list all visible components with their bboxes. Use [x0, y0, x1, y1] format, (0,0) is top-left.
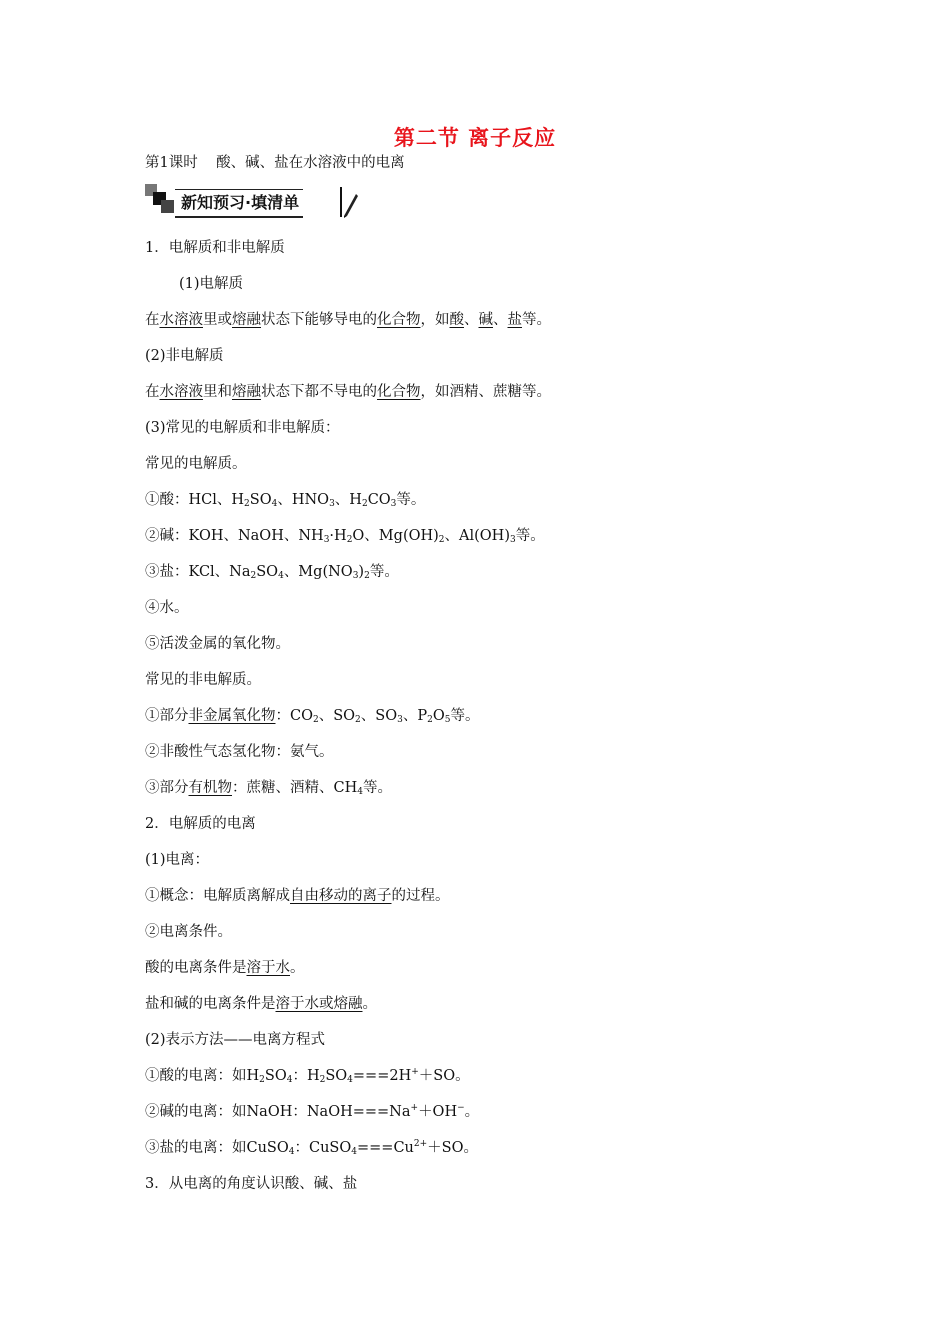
- text-segment: ②电离条件。: [145, 924, 232, 940]
- subscript: 4: [278, 571, 284, 581]
- subscript: 2: [364, 571, 370, 581]
- text-segment: ①酸：HCl、H: [145, 492, 245, 508]
- text-segment: 。: [464, 1104, 480, 1120]
- underlined-term: 非金属氧化物: [188, 708, 276, 724]
- underlined-term: 化合物: [377, 312, 421, 328]
- text-line: [145, 1058, 825, 1094]
- underlined-term: 水溶液: [159, 384, 203, 400]
- text-line: [145, 590, 825, 626]
- text-segment: 常见的非电解质。: [145, 672, 261, 688]
- subscript: 2: [259, 1075, 265, 1085]
- text-line: [145, 878, 825, 914]
- text-line: [145, 410, 825, 446]
- subscript: 3: [390, 499, 397, 509]
- subscript: 2: [244, 499, 250, 509]
- underlined-term: 碱: [478, 312, 493, 328]
- text-segment: ＋SO。: [427, 1140, 478, 1156]
- text-line: [145, 338, 825, 374]
- text-segment: ①酸的电离：如H: [145, 1068, 260, 1084]
- text-segment: ④水。: [145, 600, 189, 616]
- text-line: [145, 734, 825, 770]
- text-segment: ·H: [329, 528, 347, 544]
- superscript: +: [411, 1067, 419, 1077]
- subscript: 4: [347, 1075, 353, 1085]
- text-segment: SO: [264, 1068, 287, 1084]
- text-segment: 状态下能够导电的: [261, 312, 377, 328]
- text-segment: (1)电解质: [179, 276, 244, 292]
- text-segment: ①部分: [145, 708, 189, 724]
- text-segment: 、H: [334, 492, 362, 508]
- underlined-term: 盐: [507, 312, 522, 328]
- subscript: 2: [250, 571, 257, 581]
- underlined-term: 有机物: [188, 780, 232, 796]
- subscript: 2: [427, 715, 433, 725]
- text-segment: (1)电离：: [145, 852, 210, 868]
- superscript: −: [457, 1103, 465, 1113]
- text-line: [145, 374, 825, 410]
- text-segment: 在: [145, 384, 160, 400]
- banner-label: 新知预习·填清单: [175, 189, 303, 218]
- text-segment: ，如酒精、蔗糖等。: [420, 384, 551, 400]
- text-line: [145, 770, 825, 806]
- text-segment: ①概念：电解质离解成: [145, 888, 290, 904]
- text-segment: 。: [290, 960, 305, 976]
- text-line: [145, 1094, 825, 1130]
- subscript: 3: [352, 571, 359, 581]
- underlined-term: 熔融: [232, 384, 261, 400]
- text-segment: 2．电解质的电离: [145, 816, 256, 832]
- underlined-term: 水溶液: [159, 312, 203, 328]
- text-segment: 状态下都不导电的: [261, 384, 377, 400]
- text-segment: 、Al(OH): [444, 528, 510, 544]
- text-line: [145, 1130, 825, 1166]
- subscript: 4: [271, 499, 278, 509]
- section-title: 第二节 离子反应: [393, 126, 557, 150]
- underlined-term: 化合物: [377, 384, 421, 400]
- text-line: [145, 806, 825, 842]
- text-segment: ⑤活泼金属的氧化物。: [145, 636, 290, 652]
- text-segment: 里和: [203, 384, 232, 400]
- lesson-subtitle: 第1课时 酸、碱、盐在水溶液中的电离: [145, 155, 405, 171]
- text-segment: 等。: [369, 564, 399, 580]
- underlined-term: 自由移动的离子: [290, 888, 392, 904]
- subscript: 4: [351, 1147, 357, 1157]
- subscript: 4: [286, 1075, 293, 1085]
- subscript: 2: [312, 715, 319, 725]
- subscript: 2: [361, 499, 368, 509]
- text-segment: ＋SO。: [418, 1068, 470, 1084]
- underlined-term: 熔融: [232, 312, 261, 328]
- text-segment: 、HNO: [277, 492, 330, 508]
- text-segment: ③部分: [145, 780, 189, 796]
- subscript: 5: [444, 715, 451, 725]
- banner-square-decoration: [161, 200, 174, 213]
- text-segment: 3．从电离的角度认识酸、碱、盐: [145, 1176, 358, 1192]
- text-line: [145, 518, 825, 554]
- text-line: [145, 482, 825, 518]
- subscript: 2: [438, 535, 445, 545]
- text-segment: 、: [493, 312, 508, 328]
- text-segment: SO: [325, 1068, 348, 1084]
- subscript: 2: [319, 1075, 326, 1085]
- text-line: [145, 662, 825, 698]
- text-line: [145, 1022, 825, 1058]
- text-segment: 常见的电解质。: [145, 456, 247, 472]
- text-segment: ③盐的电离：如CuSO: [145, 1140, 289, 1156]
- text-segment: 、P: [402, 708, 428, 724]
- text-segment: (2)非电解质: [145, 348, 224, 364]
- text-segment: ：CO: [275, 708, 313, 724]
- underlined-term: 溶于水: [246, 960, 290, 976]
- document-body: [145, 230, 825, 1202]
- underlined-term: 溶于水或熔融: [275, 996, 363, 1012]
- subscript: 3: [397, 715, 403, 725]
- text-segment: (2)表示方法——电离方程式: [145, 1032, 326, 1048]
- text-segment: 。: [362, 996, 377, 1012]
- text-segment: O、Mg(OH): [352, 528, 439, 544]
- text-line: [145, 554, 825, 590]
- text-line: [145, 446, 825, 482]
- underlined-term: 酸: [449, 312, 464, 328]
- text-line: [145, 842, 825, 878]
- text-line: [145, 266, 825, 302]
- text-segment: 在: [145, 312, 160, 328]
- text-segment: ，如: [420, 312, 450, 328]
- text-segment: 、Mg(NO: [283, 564, 353, 580]
- text-segment: ===2H: [352, 1068, 412, 1084]
- text-segment: CO: [367, 492, 391, 508]
- text-line: [145, 914, 825, 950]
- subscript: 3: [510, 535, 516, 545]
- text-line: [145, 626, 825, 662]
- superscript: 2+: [413, 1139, 428, 1149]
- text-segment: SO: [256, 564, 279, 580]
- subscript: 2: [346, 535, 353, 545]
- text-segment: ②碱：KOH、NaOH、NH: [145, 528, 324, 544]
- text-segment: 的过程。: [391, 888, 450, 904]
- text-segment: 、SO: [318, 708, 356, 724]
- subscript: 2: [355, 715, 361, 725]
- text-segment: ：蔗糖、酒精、CH: [232, 780, 358, 796]
- text-segment: 等。: [515, 528, 545, 544]
- text-segment: ②非酸性气态氢化物：氨气。: [145, 744, 334, 760]
- text-line: [145, 230, 825, 266]
- subscript: 4: [288, 1147, 295, 1157]
- text-segment: 等。: [362, 780, 392, 796]
- text-segment: 酸的电离条件是: [145, 960, 247, 976]
- text-segment: 盐和碱的电离条件是: [145, 996, 276, 1012]
- text-segment: ): [358, 564, 365, 580]
- text-line: [145, 302, 825, 338]
- text-segment: 等。: [522, 312, 551, 328]
- text-line: [145, 1166, 825, 1202]
- text-segment: 等。: [396, 492, 426, 508]
- text-segment: SO: [249, 492, 272, 508]
- subscript: 4: [357, 787, 363, 797]
- text-segment: 1．电解质和非电解质: [145, 240, 285, 256]
- superscript: +: [410, 1103, 419, 1113]
- text-line: [145, 698, 825, 734]
- text-segment: 、: [464, 312, 479, 328]
- text-segment: O: [432, 708, 445, 724]
- text-segment: ：CuSO: [294, 1140, 352, 1156]
- text-segment: ②碱的电离：如NaOH：NaOH===Na: [145, 1104, 411, 1120]
- text-segment: ③盐：KCl、Na: [145, 564, 251, 580]
- text-segment: ===Cu: [357, 1140, 414, 1156]
- text-line: [145, 986, 825, 1022]
- text-segment: 等。: [450, 708, 480, 724]
- text-segment: ＋OH: [418, 1104, 458, 1120]
- text-segment: 、SO: [360, 708, 398, 724]
- text-line: [145, 950, 825, 986]
- pen-icon: [339, 186, 359, 218]
- subscript: 3: [329, 499, 335, 509]
- subscript: 3: [323, 535, 330, 545]
- text-segment: 里或: [203, 312, 232, 328]
- preview-banner: [145, 184, 361, 218]
- text-segment: (3)常见的电解质和非电解质：: [145, 420, 340, 436]
- text-segment: ：H: [292, 1068, 320, 1084]
